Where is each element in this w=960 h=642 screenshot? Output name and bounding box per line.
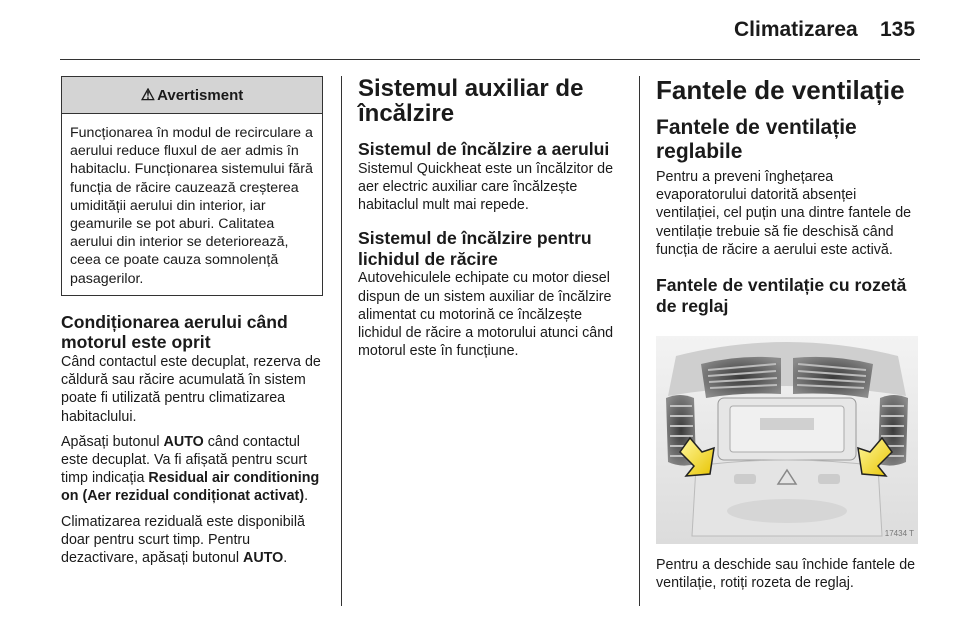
section-heading: Condiționarea aerului când motorul este oprit — [61, 311, 288, 353]
column-divider — [341, 76, 342, 606]
auto-key-label: AUTO — [163, 433, 204, 450]
paragraph: Când contactul este decuplat, rezerva de căldură sau răcire acumulată în sistem poate fi utilizată pentru climatizarea habitaclului. — [61, 354, 321, 425]
paragraph: Sistemul Quickheat este un încălzitor de aer electric auxiliar care încălzește habitaclul mult mai repede. — [358, 160, 614, 213]
dashboard-vents-illustration — [656, 336, 918, 544]
paragraph: Apăsați butonul AUTO când contactul este decuplat. Va fi afișată pentru scurt timp indicația Residual air conditioning on (Aer rezidual condiționat activat). — [61, 433, 320, 505]
column-divider — [639, 76, 640, 606]
header-rule — [60, 59, 920, 60]
subsection-heading: Sistemul de încălzire a aerului — [358, 139, 610, 159]
section-heading: Fantele de ventilație — [656, 75, 905, 105]
running-header — [0, 0, 960, 60]
header-title: Climatizarea — [734, 18, 858, 41]
section-heading: Sistemul auxiliar de încălzire — [358, 75, 584, 127]
auto-key-label: AUTO — [243, 550, 284, 567]
subsection-heading: Fantele de ventilație cu rozetă de reglaj — [656, 275, 907, 316]
figure-caption: Pentru a deschide sau închide fantele de ventilație, rotiți rozeta de reglaj. — [656, 557, 916, 592]
column-right — [656, 76, 922, 593]
center-vent-left — [701, 357, 781, 398]
subsection-heading: Sistemul de încălzire pentru lichidul de răcire — [358, 228, 592, 269]
page-number: 135 — [880, 18, 916, 41]
vent-illustration — [656, 336, 918, 544]
display-message: Residual air conditioning on (Aer rezidual condiționat activat) — [61, 470, 320, 505]
column-middle — [358, 76, 624, 360]
warning-title: Avertisment — [157, 86, 244, 104]
figure-number: 17434 T — [884, 529, 914, 539]
paragraph: Climatizarea reziduală este disponibilă doar pentru scurt timp. Pentru dezactivare, apăsați butonul AUTO. — [61, 513, 305, 567]
warning-box — [61, 76, 323, 296]
subsection-heading: Fantele de ventilație reglabile — [656, 116, 857, 163]
column-left — [61, 76, 323, 567]
center-vent-right — [793, 357, 873, 398]
warning-header — [62, 77, 322, 114]
paragraph: Autovehiculele echipate cu motor diesel dispun de un sistem auxiliar de încălzire alimentat cu motorină ce încălzește lichidul de răcire a motorului atunci când motorul este în funcțiune. — [358, 270, 614, 360]
warning-triangle-icon: ⚠ — [140, 87, 156, 104]
warning-text: Funcționarea în modul de recirculare a aerului reduce fluxul de aer admis în habitaclu. Funcționarea sistemului fără funcția de răcire cauzează creșterea umidității aerului din interior, iar geamurile se pot aburi. Calitatea aerului din interior se deteriorează, ceea ce poate cauza somnolență pasagerilor. — [70, 125, 313, 287]
paragraph: Pentru a preveni înghețarea evaporatorului datorită absenței ventilației, cel puțin una dintre fantele de ventilație trebuie să fie deschisă când funcția de răcire a aerului este activă. — [656, 169, 912, 258]
